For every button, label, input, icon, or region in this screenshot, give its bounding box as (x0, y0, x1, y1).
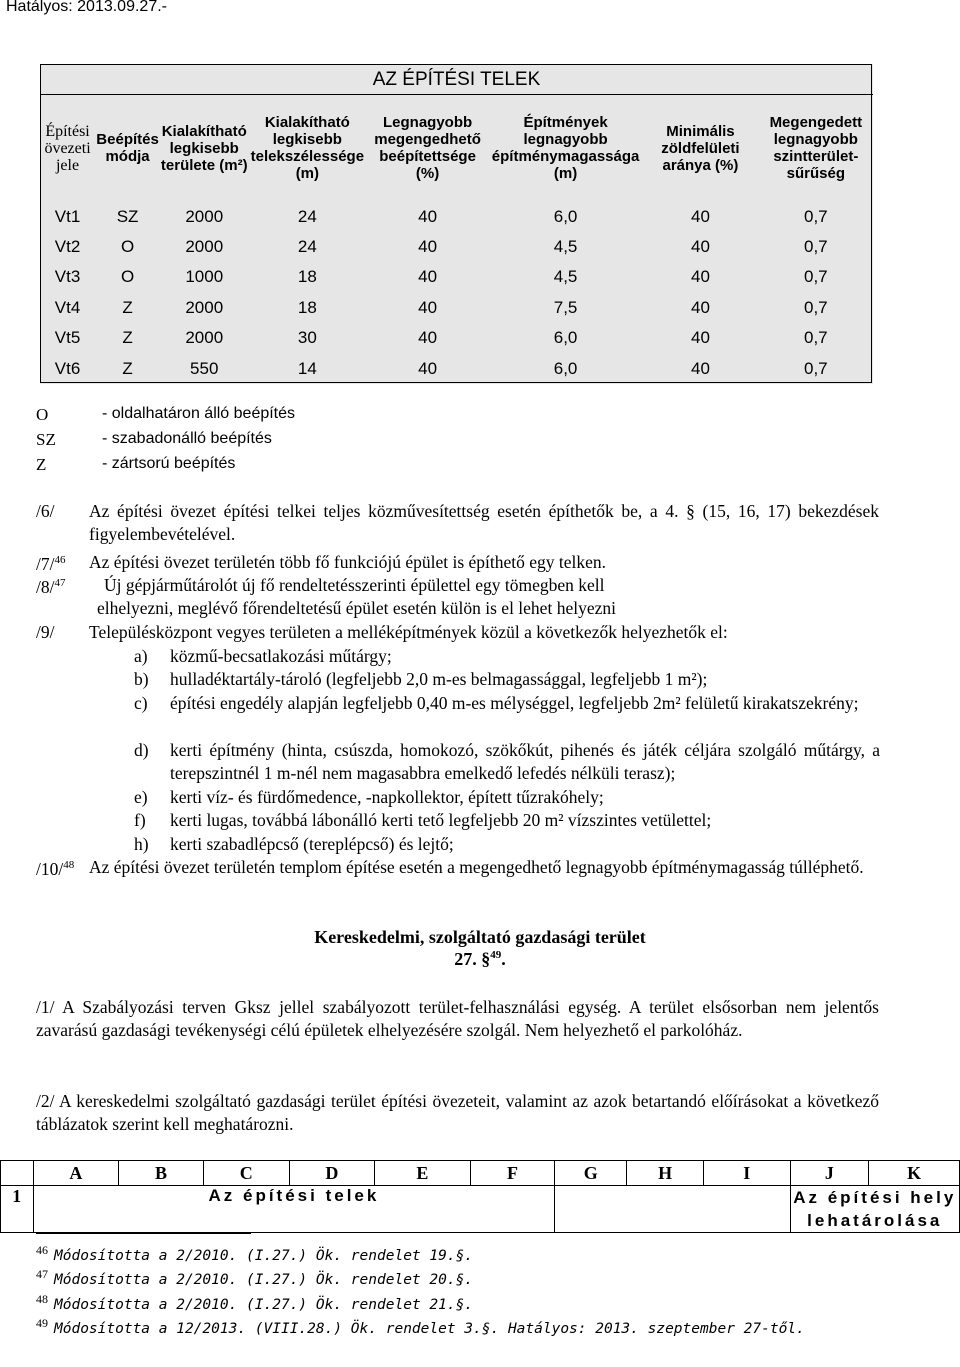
cell: 2000 (185, 297, 224, 317)
cell: K (869, 1161, 960, 1186)
footnote: $^{46}$ Módosította a 2/2010. (I.27.) Ök. rendelet 19.§. (36, 1243, 474, 1264)
table-row (40, 262, 873, 292)
table-row (40, 293, 873, 323)
cell: C (203, 1161, 289, 1186)
cell: 40 (690, 267, 710, 287)
legend-key: SZ (36, 430, 56, 449)
legend-text: - szabadonálló beépítés (102, 430, 272, 447)
col-header: Legnagyobb megengedhető beépítettsége (%) (374, 114, 481, 183)
cell: 40 (690, 328, 710, 348)
paragraph-number: /6/ (36, 501, 55, 521)
cell: Z (122, 297, 133, 317)
paragraph-number: /9/ (36, 622, 55, 642)
cell: 4,5 (553, 237, 578, 257)
cell: 40 (690, 358, 710, 378)
cell: 40 (690, 297, 710, 317)
col-header: Kialakítható legkisebb telekszélessége (m) (250, 114, 365, 183)
col-header: Minimális zöldfelületi aránya (%) (661, 122, 740, 174)
col-header: Építési övezeti jele (44, 122, 91, 174)
paragraph-text: Az építési övezet területén több fő funkciójú épület is építhető egy telken. (89, 552, 607, 572)
cell: 0,7 (804, 267, 828, 287)
cell: Vt1 (54, 206, 81, 226)
table-row (1, 1161, 960, 1186)
cell: 30 (297, 328, 317, 348)
cell: 2000 (185, 237, 224, 257)
cell: Vt2 (54, 237, 81, 257)
cell: 40 (418, 267, 438, 287)
cell: I (704, 1161, 791, 1186)
legend-text: - oldalhatáron álló beépítés (102, 405, 296, 422)
cell: 0,7 (804, 328, 828, 348)
letter-table (0, 1160, 960, 1233)
cell: G (555, 1161, 627, 1186)
cell (555, 1186, 790, 1233)
cell: H (627, 1161, 704, 1186)
col-header: Kialakítható legkisebb területe (m²) (160, 122, 248, 174)
cell: 550 (190, 358, 219, 378)
cell: 6,0 (553, 206, 578, 226)
table-title: AZ ÉPÍTÉSI TELEK (40, 64, 873, 95)
cell: 24 (297, 206, 317, 226)
cell: 40 (418, 328, 438, 348)
cell: Vt4 (54, 297, 81, 317)
paragraph-text: Az építési övezet területén templom építése esetén a megengedhető legnagyobb építménymagasság túlléphető. (89, 857, 864, 877)
legend-text: - zártsorú beépítés (102, 455, 236, 472)
cell: Z (122, 358, 133, 378)
cell: J (790, 1161, 869, 1186)
cell: 0,7 (804, 206, 828, 226)
section-paragraph: /2/ A kereskedelmi szolgáltató gazdasági terület építési övezeteit, valamint az azok betartandó előírásokat a következő táblázatok szerint kell meghatározni. (36, 1091, 879, 1134)
cell: F (470, 1161, 555, 1186)
footnote: $^{47}$ Módosította a 2/2010. (I.27.) Ök. rendelet 20.§. (36, 1267, 474, 1288)
col-header: Beépítés módja (96, 131, 159, 166)
paragraph-text: Új gépjárműtárolót új fő rendeltetésszerinti épülettel egy tömegben kell (104, 575, 605, 595)
legend-key: Z (36, 455, 47, 474)
cell: 6,0 (553, 328, 578, 348)
cell: Vt5 (54, 328, 81, 348)
paragraph-text: Az építési övezet építési telkei teljes közművesítettség esetén építhetők be, a 4. § (15, 16, 17) bekezdések figyelembevételével. (89, 501, 879, 544)
table-row (40, 232, 873, 262)
cell: 40 (418, 358, 438, 378)
paragraph-number: /8/$^{47}$ (36, 576, 66, 597)
section-title: Kereskedelmi, szolgáltató gazdasági terület (314, 927, 646, 947)
cell: 1 (1, 1186, 34, 1233)
cell: 7,5 (553, 297, 578, 317)
col-header: Megengedett legnagyobb szintterület-sűrűség (769, 114, 863, 183)
cell: 40 (418, 237, 438, 257)
cell: E (375, 1161, 470, 1186)
col-header: Építmények legnagyobb építménymagassága (m) (491, 114, 640, 183)
cell: SZ (116, 206, 139, 226)
cell: 40 (418, 206, 438, 226)
cell: 40 (418, 297, 438, 317)
cell: O (120, 267, 135, 287)
cell: Z (122, 328, 133, 348)
cell: B (119, 1161, 204, 1186)
cell: 14 (297, 358, 317, 378)
table-row (40, 353, 873, 383)
paragraph-number: /10/$^{48}$ (36, 858, 75, 879)
footnote-divider (36, 1233, 251, 1234)
cell: 18 (297, 297, 317, 317)
building-plot-table (40, 64, 873, 384)
section-number: 27. §$^{49}$. (454, 949, 506, 969)
cell: Vt6 (54, 358, 81, 378)
legend-key: O (36, 405, 49, 424)
paragraph-number: /7/$^{46}$ (36, 553, 66, 574)
section-paragraph: /1/ A Szabályozási terven Gksz jellel szabályozott terület-felhasználási egység. A terület elsősorban nem jelentős zavarású gazdasági tevékenységi célú épületek elhelyezésére szolgál. Nem helyezhető el parkolóház. (36, 997, 879, 1040)
cell: 6,0 (553, 358, 578, 378)
cell: 1000 (185, 267, 224, 287)
cell: Az építési hely lehatárolása (790, 1186, 959, 1233)
cell: 40 (690, 206, 710, 226)
cell: 40 (690, 237, 710, 257)
footnote: $^{49}$ Módosította a 12/2013. (VIII.28.) Ök. rendelet 3.§. Hatályos: 2013. szeptember 27-től. (36, 1316, 805, 1337)
cell: 0,7 (804, 237, 828, 257)
cell (1, 1161, 34, 1186)
cell: 2000 (185, 328, 224, 348)
effective-date-header: Hatályos: 2013.09.27.- (6, 0, 167, 15)
cell: 0,7 (804, 297, 828, 317)
cell: 2000 (185, 206, 224, 226)
cell: Az építési telek (33, 1186, 555, 1233)
table-row (1, 1186, 960, 1233)
cell: 18 (297, 267, 317, 287)
cell: 0,7 (804, 358, 828, 378)
table-row (40, 202, 873, 232)
cell: A (33, 1161, 119, 1186)
paragraph-text: Településközpont vegyes területen a melléképítmények közül a következők helyezhetők el: (89, 622, 728, 642)
cell: O (120, 237, 135, 257)
cell: D (289, 1161, 375, 1186)
cell: 24 (297, 237, 317, 257)
paragraph-text: elhelyezni, meglévő főrendeltetésű épület esetén külön is el lehet helyezni (97, 598, 616, 618)
cell: Vt3 (54, 267, 81, 287)
cell: 4,5 (553, 267, 578, 287)
table-row (40, 323, 873, 353)
footnote: $^{48}$ Módosította a 2/2010. (I.27.) Ök. rendelet 21.§. (36, 1292, 474, 1313)
